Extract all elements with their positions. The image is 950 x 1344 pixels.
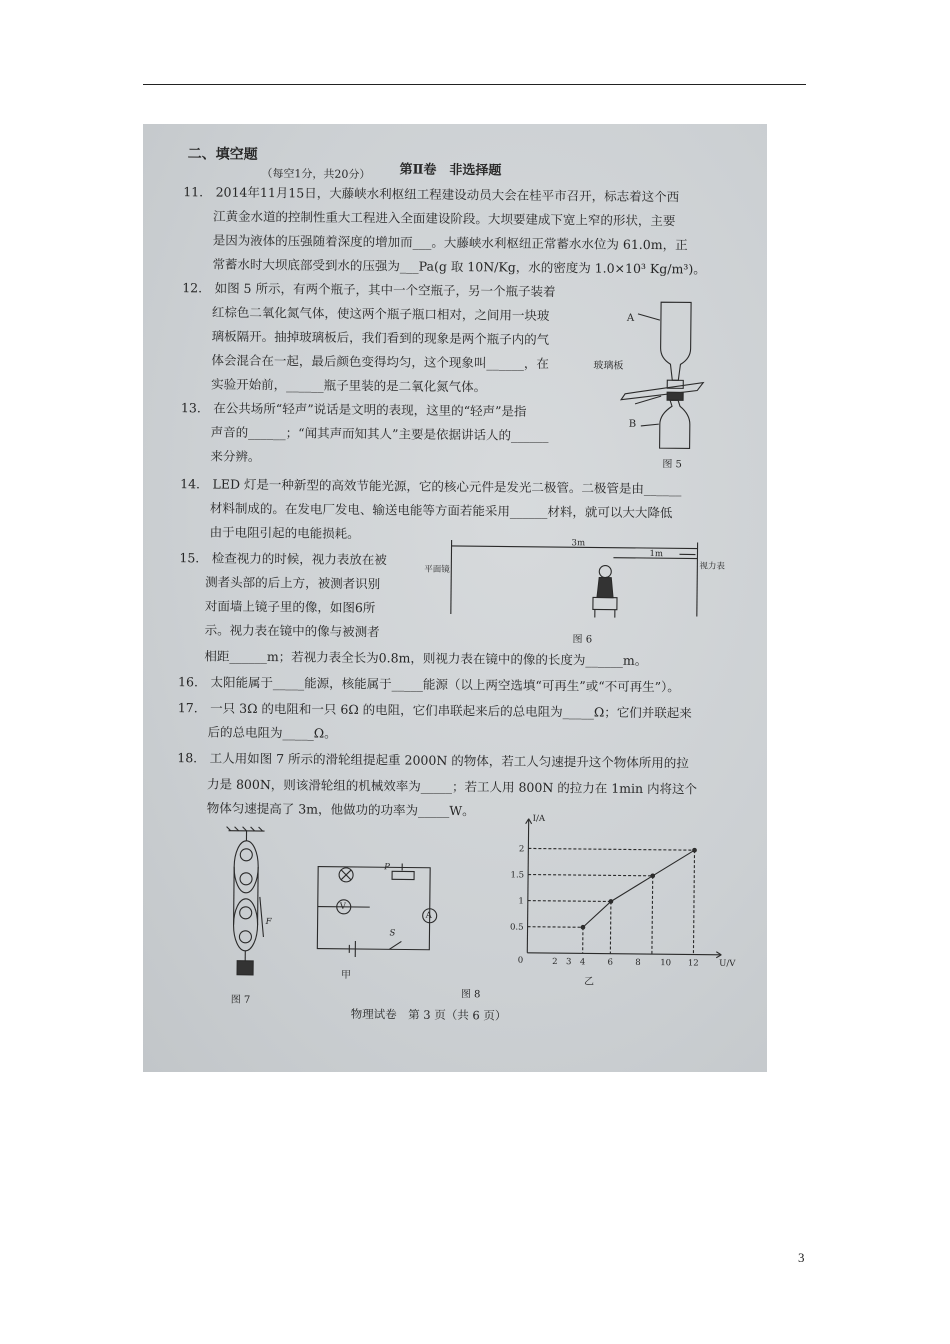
x-axis bbox=[527, 953, 721, 955]
page-number: 3 bbox=[798, 1250, 805, 1265]
drop-line-x-9 bbox=[652, 876, 653, 954]
scanned-exam-page bbox=[143, 124, 767, 1072]
x-tick-6: 6 bbox=[607, 957, 614, 968]
q14-line-2: 材料制成的。在发电厂发电、输送电能等方面若能采用______材料，就可以大大降低 bbox=[209, 500, 673, 521]
y-tick-1.5: 1.5 bbox=[510, 870, 525, 881]
fig8-circuit-caption: 甲 bbox=[340, 969, 352, 981]
q11-line-4: 常蓄水时大坝底部受到水的压强为___Pa(g 取 10N/Kg，水的密度为 1.0×10³ Kg/m³)。 bbox=[212, 256, 706, 277]
fig8-label-s: S bbox=[389, 928, 396, 939]
q12-line-4: 体会混合在一起，最后颜色变得均匀，这个现象叫______，在 bbox=[211, 352, 550, 371]
drop-line-y-0.5 bbox=[528, 927, 583, 928]
fig7-caption: 图 7 bbox=[230, 994, 251, 1006]
x-axis-label: U/V bbox=[719, 958, 736, 969]
q11-line-2: 江黄金水道的控制性重大工程进入全面建设阶段。大坝要建成下宽上窄的形状，主要 bbox=[212, 208, 676, 229]
part-title: 第Ⅱ卷 非选择题 bbox=[399, 162, 502, 179]
q12-line-5: 实验开始前，______瓶子里装的是二氧化氮气体。 bbox=[211, 376, 487, 395]
figure-8-circuit bbox=[309, 856, 440, 957]
figure-7-pulley bbox=[219, 827, 291, 988]
q11-line-3: 是因为液体的压强随着深度的增加而___。大藤峡水利枢纽正常蓄水水位为 61.0m，正 bbox=[212, 232, 688, 253]
drop-line-y-1.5 bbox=[528, 875, 653, 876]
fig8-label-p: P bbox=[384, 862, 390, 873]
fig5-caption: 图 5 bbox=[662, 459, 683, 471]
q17-line-1: 17. 一只 3Ω 的电阻和一只 6Ω 的电阻，它们串联起来后的总电阻为_____Ω；它们并联起来 bbox=[177, 700, 692, 721]
drop-line-x-12 bbox=[693, 850, 694, 954]
fig6-caption: 图 6 bbox=[572, 634, 593, 646]
fig8-caption: 图 8 bbox=[460, 989, 481, 1001]
fig8-label-a: A bbox=[425, 910, 432, 921]
fig6-label-chart: 视力表 bbox=[699, 561, 725, 572]
section-heading: 二、填空题 bbox=[187, 146, 258, 163]
series-line bbox=[583, 849, 695, 928]
y-axis-label: I/A bbox=[532, 813, 546, 824]
x-tick-10: 10 bbox=[660, 958, 672, 969]
x-tick-4: 4 bbox=[579, 957, 586, 968]
fig8-graph-caption: 乙 bbox=[583, 976, 595, 988]
q14-line-3: 由于电阻引起的电能损耗。 bbox=[209, 524, 360, 541]
drop-line-x-6 bbox=[610, 901, 611, 953]
fig5-label-glass: 玻璃板 bbox=[593, 360, 624, 372]
x-tick-2: 2 bbox=[552, 957, 558, 968]
section-scoring: （每空1分，共20分） bbox=[261, 166, 371, 182]
figure-8-graph bbox=[499, 814, 741, 987]
q18-line-3: 物体匀速提高了 3m，他做功的功率为_____W。 bbox=[206, 800, 475, 819]
x-tick-3: 3 bbox=[565, 957, 572, 968]
fig8-label-v: V bbox=[339, 901, 346, 912]
drop-line-y-2 bbox=[528, 848, 694, 850]
fig6-label-mirror: 平面镜 bbox=[424, 564, 450, 575]
drop-line-y-1 bbox=[528, 901, 611, 902]
origin-label: 0 bbox=[517, 955, 524, 966]
q16-line-1: 16. 太阳能属于_____能源，核能属于_____能源（以上两空选填“可再生”或“不可再生”）。 bbox=[178, 674, 680, 695]
fig7-label-f: F bbox=[265, 917, 272, 928]
q12-line-1: 12. 如图 5 所示，有两个瓶子，其中一个空瓶子，另一个瓶子装着 bbox=[182, 280, 556, 300]
q15-line-2: 测者头部的后上方，被测者识别 bbox=[205, 574, 381, 592]
q15-line-5: 相距______m；若视力表全长为0.8m，则视力表在镜中的像的长度为______m。 bbox=[204, 648, 648, 669]
q13-line-1: 13. 在公共场所“轻声”说话是文明的表现，这里的“轻声”是指 bbox=[180, 400, 527, 419]
q13-line-2: 声音的______；“闻其声而知其人”主要是依据讲话人的______ bbox=[210, 424, 549, 443]
y-tick-0.5: 0.5 bbox=[509, 922, 524, 933]
q11-line-1: 11. 2014年11月15日，大藤峡水利枢纽工程建设动员大会在桂平市召开，标志着这个西 bbox=[183, 184, 680, 205]
header-rule bbox=[143, 84, 806, 85]
q15-line-4: 示。视力表在镜中的像与被测者 bbox=[204, 622, 380, 640]
q12-line-3: 璃板隔开。抽掉玻璃板后，我们看到的现象是两个瓶子内的气 bbox=[211, 328, 550, 347]
q15-line-3: 对面墙上镜子里的像，如图6所 bbox=[204, 598, 376, 616]
q18-line-2: 力是 800N，则该滑轮组的机械效率为_____；若工人用 800N 的拉力在 1min 内将这个 bbox=[206, 776, 698, 797]
fig6-label-3m: 3m bbox=[571, 538, 586, 549]
fig5-label-a: A bbox=[626, 312, 635, 324]
q14-line-1: 14. LED 灯是一种新型的高效节能光源，它的核心元件是发光二极管。二极管是由______ bbox=[180, 476, 682, 497]
q18-line-1: 18. 工人用如图 7 所示的滑轮组提起重 2000N 的物体，若工人匀速提升这个物体所用的拉 bbox=[177, 750, 689, 771]
fig5-label-b: B bbox=[628, 418, 637, 430]
y-tick-1: 1 bbox=[518, 896, 524, 907]
y-axis bbox=[527, 819, 528, 953]
page-footer: 物理试卷 第 3 页（共 6 页） bbox=[350, 1006, 507, 1023]
x-tick-8: 8 bbox=[635, 957, 641, 968]
fig6-label-1m: 1m bbox=[649, 549, 663, 560]
x-tick-12: 12 bbox=[687, 958, 699, 969]
q12-line-2: 红棕色二氧化氮气体，使这两个瓶子瓶口相对，之间用一块玻 bbox=[211, 304, 550, 323]
q15-line-1: 15. 检查视力的时候，视力表放在被 bbox=[179, 550, 387, 568]
q13-line-3: 来分辨。 bbox=[210, 448, 261, 464]
q17-line-2: 后的总电阻为_____Ω。 bbox=[207, 724, 337, 741]
y-tick-2: 2 bbox=[518, 844, 525, 855]
figure-5-bottles bbox=[585, 295, 737, 457]
